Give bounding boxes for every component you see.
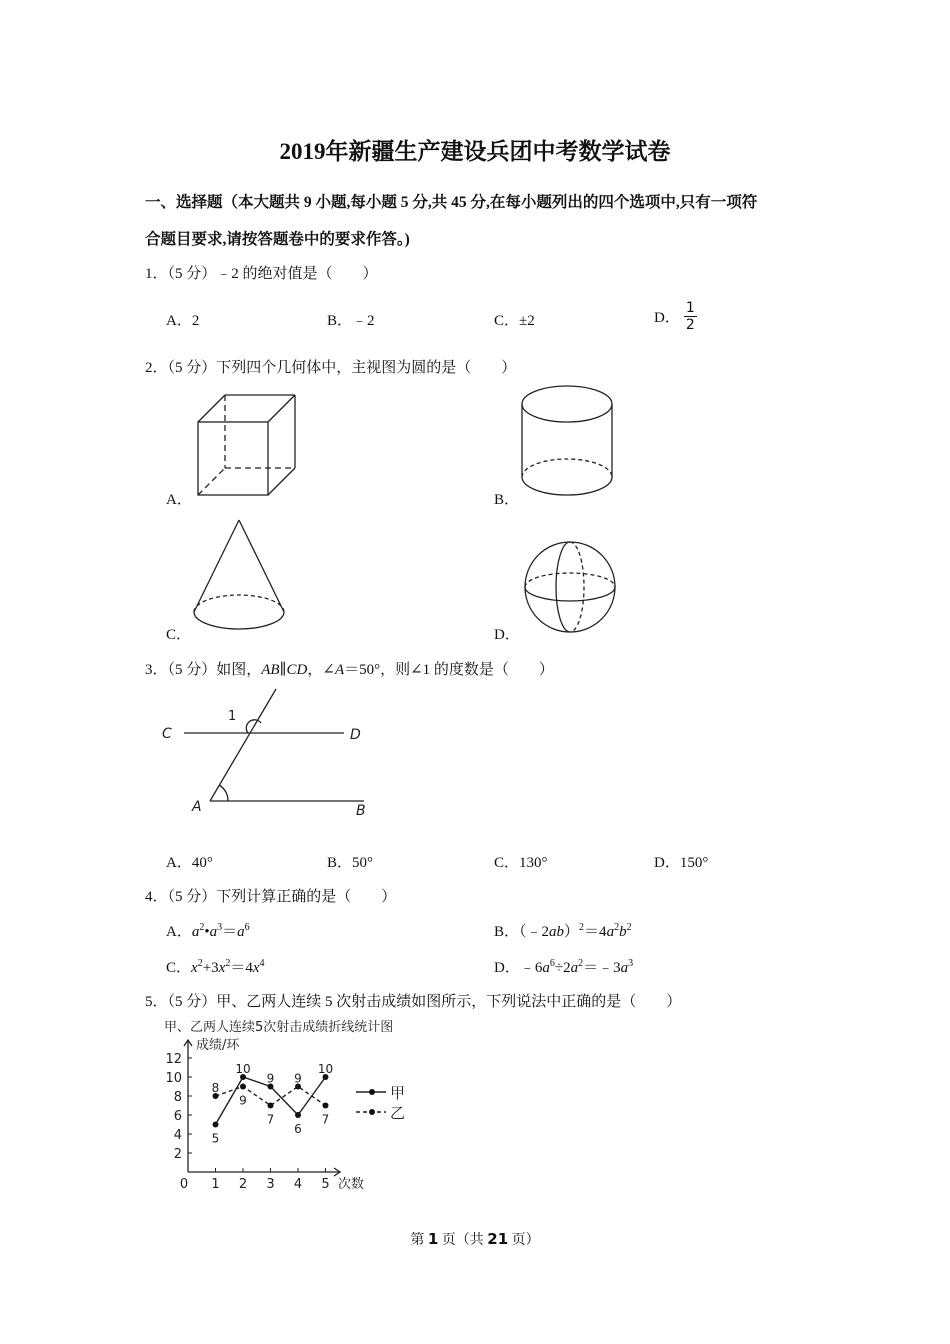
footer-mid: 页（共 xyxy=(438,1233,488,1248)
q1-option-a: A．2 xyxy=(166,313,200,329)
sphere-figure xyxy=(522,538,618,636)
y-tick-label: 4 xyxy=(173,1128,182,1143)
q1-stem: 1．（5 分）﹣2 的绝对值是（ ） xyxy=(145,266,378,282)
q2-option-a: A． xyxy=(166,492,192,508)
y-tick-label: 8 xyxy=(173,1090,182,1105)
fraction-numerator: 1 xyxy=(685,300,695,316)
q1-option-c: C．±2 xyxy=(494,313,535,329)
footer-total-pages: 21 xyxy=(487,1230,509,1248)
data-label: 6 xyxy=(294,1122,302,1136)
data-label: 5 xyxy=(211,1131,220,1146)
data-label: 10 xyxy=(235,1062,251,1076)
y-axis-label: 成绩/环 xyxy=(196,1038,240,1053)
x-tick-label: 0 xyxy=(179,1177,189,1192)
q3-stem-angle-a: A xyxy=(334,662,345,678)
q4-option-a-label: A． xyxy=(166,924,192,940)
q1-option-d-label: D． xyxy=(654,310,680,326)
data-point xyxy=(240,1084,246,1090)
section-header-line2: 合题目要求,请按答题卷中的要求作答。) xyxy=(145,231,410,248)
q3-option-a: A．40° xyxy=(166,855,213,871)
q4-option-d-label: D． xyxy=(494,960,520,976)
data-label: 7 xyxy=(266,1112,275,1127)
data-label: 8 xyxy=(211,1081,220,1095)
x-axis-label: 次数 xyxy=(338,1177,365,1192)
data-point xyxy=(213,1122,219,1128)
footer-page-number: 1 xyxy=(427,1230,439,1248)
q2-option-d: D． xyxy=(494,627,520,643)
fraction-denominator: 2 xyxy=(685,317,695,333)
q1-option-d xyxy=(654,300,697,333)
q2-stem: 2．（5 分）下列四个几何体中，主视图为圆的是（ ） xyxy=(145,360,517,376)
q4-stem: 4．（5 分）下列计算正确的是（ ） xyxy=(145,889,397,905)
q4-option-b: B．$(﹣2ab)^2=4a^2b^2$ xyxy=(494,922,632,940)
y-tick-label: 2 xyxy=(173,1147,182,1162)
data-point xyxy=(323,1103,329,1109)
x-tick-label: 2 xyxy=(238,1177,248,1192)
q5-stem: 5．（5 分）甲、乙两人连续 5 次射击成绩如图所示，下列说法中正确的是（ ） xyxy=(145,994,682,1010)
y-tick-label: 12 xyxy=(165,1052,182,1067)
line-chart xyxy=(158,1014,428,1196)
q2-option-c: C． xyxy=(166,627,192,643)
data-label: 9 xyxy=(294,1071,302,1086)
cylinder-figure xyxy=(519,384,615,498)
y-tick-label: 10 xyxy=(165,1071,182,1086)
x-tick-label: 4 xyxy=(293,1177,303,1192)
label-a: A xyxy=(192,799,202,815)
parallel-lines-figure xyxy=(158,686,374,822)
q4-option-a: A．$a^2•a^3=a^6$ xyxy=(166,922,250,940)
page-title: 2019年新疆生产建设兵团中考数学试卷 xyxy=(279,139,671,164)
q3-stem xyxy=(145,658,554,679)
data-label: 9 xyxy=(239,1093,247,1108)
q3-stem-mid: ，∠ xyxy=(307,662,335,678)
chart-title: 甲、乙两人连续5次射击成绩折线统计图 xyxy=(164,1020,394,1035)
x-tick-label: 1 xyxy=(211,1177,220,1192)
label-d: D xyxy=(350,727,361,743)
label-b: B xyxy=(356,803,366,819)
cube-figure xyxy=(195,392,299,498)
footer-prefix: 第 xyxy=(410,1233,428,1248)
q4-option-c-label: C． xyxy=(166,960,192,976)
q3-option-b: B．50° xyxy=(327,855,374,871)
legend-label: 乙 xyxy=(390,1104,406,1122)
data-label: 9 xyxy=(266,1071,275,1086)
cone-figure xyxy=(191,517,287,635)
data-point xyxy=(268,1103,274,1109)
data-point xyxy=(295,1112,301,1118)
q4-option-c: C．$x^2+3x^2=4x^4$ xyxy=(166,958,265,976)
q4-option-d: D．$﹣6a^6\div 2a^2=﹣3a^3$ xyxy=(494,958,634,976)
footer-suffix: 页） xyxy=(508,1233,540,1248)
legend-marker xyxy=(369,1089,375,1095)
page-footer xyxy=(0,1229,950,1249)
q2-option-b: B． xyxy=(494,492,520,508)
q3-stem-end: ＝50°，则∠1 的度数是（ ） xyxy=(344,662,554,678)
section-header-line1: 一、选择题（本大题共 9 小题,每小题 5 分,共 45 分,在每小题列出的四个选项中,只有一项符 xyxy=(145,194,758,211)
data-label: 7 xyxy=(321,1112,330,1127)
q3-option-d: D．150° xyxy=(654,855,709,871)
label-c: C xyxy=(162,726,172,742)
legend-label: 甲 xyxy=(390,1084,406,1102)
fraction xyxy=(684,300,697,333)
x-tick-label: 3 xyxy=(266,1177,275,1192)
q3-option-c: C．130° xyxy=(494,855,548,871)
q1-option-b: B．﹣2 xyxy=(327,313,375,329)
label-angle-1: 1 xyxy=(228,709,237,724)
q3-stem-prefix: 3．（5 分）如图， xyxy=(145,662,262,678)
q3-stem-parallel: AB∥CD xyxy=(261,662,308,678)
y-tick-label: 6 xyxy=(173,1109,182,1124)
data-label: 10 xyxy=(317,1062,334,1076)
q4-option-b-label: B． xyxy=(494,924,520,940)
x-tick-label: 5 xyxy=(321,1177,330,1192)
legend-marker xyxy=(369,1109,375,1115)
